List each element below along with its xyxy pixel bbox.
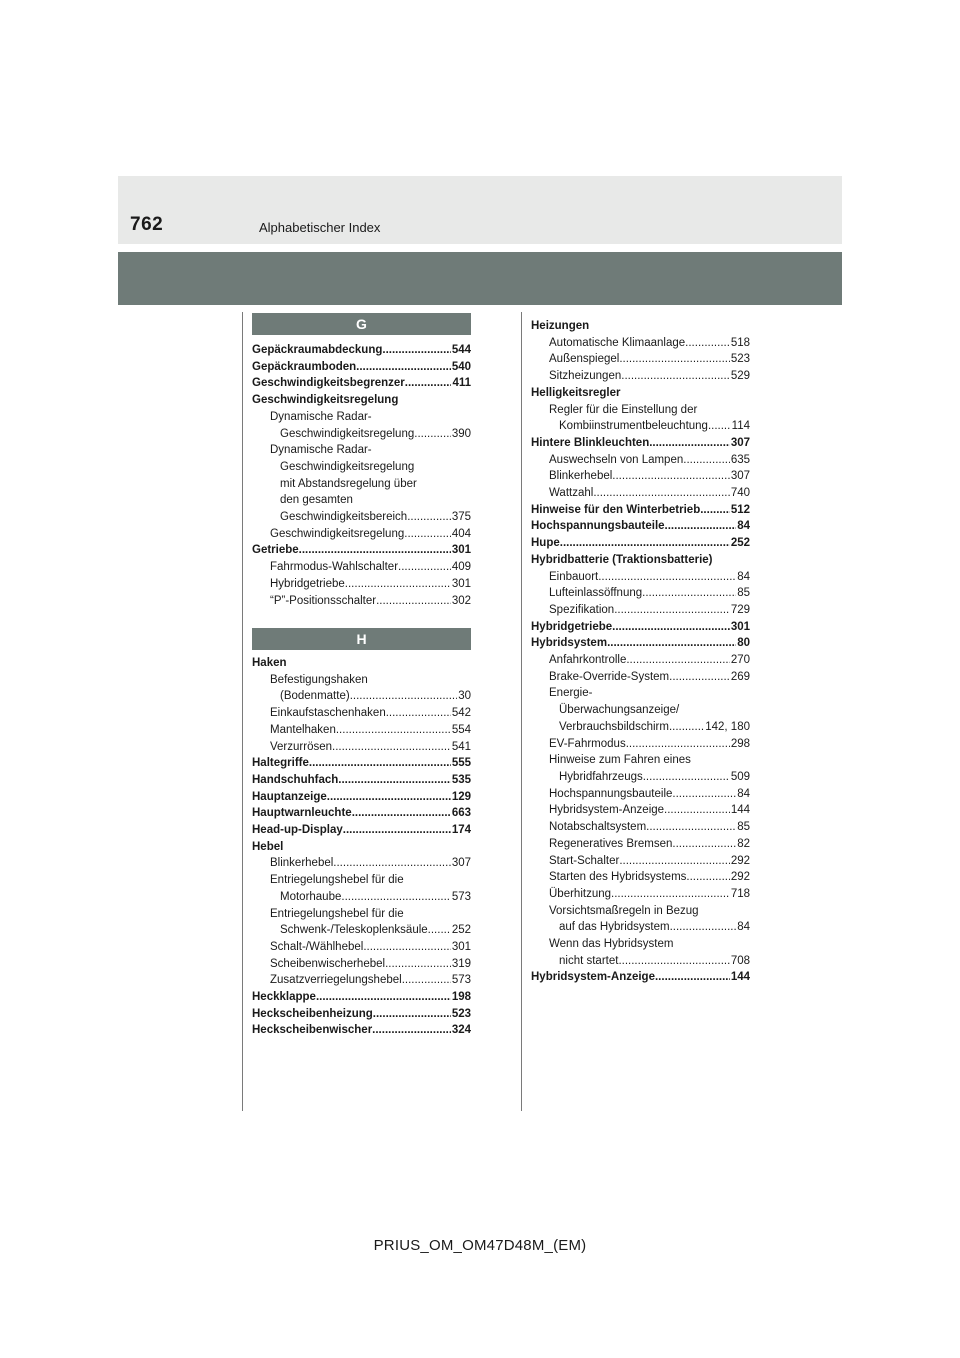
- dot-leader: [670, 919, 737, 936]
- index-entry: [531, 552, 750, 569]
- index-entry-term: Hochspannungsbauteile: [549, 787, 673, 800]
- index-entry-page: 542: [451, 707, 471, 720]
- index-entry-term: Hebel: [252, 840, 284, 853]
- index-entry: [252, 889, 471, 906]
- index-entry-term: Geschwindigkeitsregelung: [252, 394, 399, 407]
- dot-leader: [316, 989, 451, 1006]
- index-entry: [252, 855, 471, 872]
- index-entry-term: Überwachungsanzeige/: [559, 704, 680, 717]
- dot-leader: [560, 535, 730, 552]
- dot-leader: [428, 922, 451, 939]
- index-entry-page: 535: [451, 773, 471, 786]
- index-entry-term: Start-Schalter: [549, 854, 620, 867]
- index-entry: [252, 872, 471, 889]
- index-entry-term: Spezifikation: [549, 603, 615, 616]
- index-entry: [252, 805, 471, 822]
- dot-leader: [626, 652, 729, 669]
- index-entry: [252, 1022, 471, 1039]
- index-entry-term: Fahrmodus-Wahlschalter: [270, 561, 399, 574]
- index-entry-term: Lufteinlassöffnung: [549, 587, 643, 600]
- index-entry: [531, 786, 750, 803]
- index-entry-term: Haken: [252, 657, 287, 669]
- index-entry-term: Geschwindigkeitsregelung: [280, 460, 415, 473]
- index-entry-term: Hybridfahrzeugs: [559, 770, 643, 783]
- index-entry-term: Wenn das Hybridsystem: [549, 938, 674, 951]
- index-entry-page: 729: [730, 603, 750, 616]
- index-entry-term: Entriegelungshebel für die: [270, 907, 404, 920]
- dot-leader: [332, 739, 451, 756]
- index-entry-term: Befestigungshaken: [270, 673, 368, 686]
- index-entry: [252, 655, 471, 672]
- index-entry-page: 114: [731, 420, 750, 433]
- index-entry: [531, 702, 750, 719]
- entry-list-h-left: [252, 655, 471, 1039]
- dot-leader: [626, 736, 730, 753]
- dot-leader: [649, 435, 730, 452]
- section-header-h: H: [252, 628, 471, 650]
- column-divider-middle: [521, 312, 522, 1111]
- dot-leader: [414, 426, 451, 443]
- index-entry-page: 292: [730, 854, 750, 867]
- index-entry-page: 302: [451, 594, 471, 607]
- index-entry-page: 523: [451, 1007, 471, 1020]
- index-entry: [531, 736, 750, 753]
- index-entry-page: 252: [730, 537, 750, 550]
- index-entry-term: Energie-: [549, 687, 593, 700]
- index-entry-page: 411: [452, 377, 471, 390]
- index-entry-term: EV-Fahrmodus: [549, 737, 626, 750]
- index-entry: [252, 989, 471, 1006]
- dot-leader: [621, 368, 730, 385]
- dot-leader: [683, 452, 730, 469]
- index-entry: [252, 559, 471, 576]
- index-entry-term: Heizungen: [531, 320, 590, 332]
- index-entry-page: 554: [451, 723, 471, 736]
- index-entry: [531, 569, 750, 586]
- index-entry-term: Geschwindigkeitsbereich: [280, 511, 408, 524]
- index-entry: [252, 688, 471, 705]
- index-entry-page: 84: [737, 520, 750, 533]
- index-entry: [531, 652, 750, 669]
- index-entry-term: Sitzheizungen: [549, 370, 622, 383]
- index-entry: [252, 409, 471, 426]
- dot-leader: [309, 755, 451, 772]
- index-entry: [531, 819, 750, 836]
- index-entry-page: 301: [451, 577, 471, 590]
- index-entry: [252, 526, 471, 543]
- index-entry-page: 84: [737, 787, 750, 800]
- index-entry-page: 663: [451, 807, 471, 820]
- index-entry-term: “P”-Positionsschalter: [270, 594, 377, 607]
- dot-leader: [612, 468, 730, 485]
- index-entry-term: Hybridgetriebe: [531, 620, 613, 633]
- index-entry-page: 301: [451, 940, 471, 953]
- index-entry-page: 708: [730, 954, 750, 967]
- index-entry: [252, 392, 471, 409]
- page-title: Alphabetischer Index: [259, 220, 381, 235]
- index-entry-term: Motorhaube: [280, 890, 342, 903]
- document-id: PRIUS_OM_OM47D48M_(EM): [373, 1237, 587, 1254]
- index-entry: [531, 602, 750, 619]
- index-entry-term: Hauptanzeige: [252, 790, 327, 803]
- index-entry-page: 529: [730, 370, 750, 383]
- index-entry: [531, 452, 750, 469]
- dot-leader: [664, 802, 730, 819]
- index-entry-term: auf das Hybridsystem: [559, 921, 670, 934]
- index-entry: [252, 492, 471, 509]
- index-entry-term: Mantelhaken: [270, 723, 336, 736]
- index-entry-page: 307: [730, 436, 750, 449]
- dot-leader: [382, 342, 450, 359]
- index-entry-term: Überhitzung: [549, 887, 612, 900]
- index-entry: [252, 922, 471, 939]
- index-entry: [531, 468, 750, 485]
- index-entry-term: Verbrauchsbildschirm: [559, 720, 669, 733]
- index-entry: [252, 375, 471, 392]
- dot-leader: [407, 509, 451, 526]
- index-entry-page: 84: [737, 921, 750, 934]
- index-entry-term: den gesamten: [280, 494, 353, 507]
- index-entry: [531, 485, 750, 502]
- index-entry-term: Hinweise zum Fahren eines: [549, 754, 691, 767]
- dot-leader: [373, 1006, 451, 1023]
- chapter-band: [118, 252, 842, 305]
- index-entry-term: Einbauort: [549, 570, 599, 583]
- dot-leader: [619, 351, 729, 368]
- index-entry-page: 573: [451, 890, 471, 903]
- dot-leader: [343, 822, 451, 839]
- dot-leader: [398, 559, 451, 576]
- index-entry-page: 142, 180: [705, 720, 750, 733]
- index-entry: [531, 969, 750, 986]
- index-entry: [531, 535, 750, 552]
- index-entry-page: 301: [730, 620, 750, 633]
- dot-leader: [404, 526, 451, 543]
- index-entry-page: 544: [451, 344, 471, 356]
- index-entry: [252, 822, 471, 839]
- index-entry-term: Zusatzverriegelungshebel: [270, 974, 402, 987]
- index-entry-page: 390: [451, 427, 471, 440]
- index-entry-term: Handschuhfach: [252, 773, 339, 786]
- index-entry-term: Regeneratives Bremsen: [549, 837, 673, 850]
- index-entry-page: 129: [451, 790, 471, 803]
- index-entry: [252, 442, 471, 459]
- index-entry-term: Hybridsystem-Anzeige: [531, 971, 655, 984]
- dot-leader: [333, 855, 451, 872]
- index-entry-page: 541: [451, 740, 471, 753]
- index-entry-page: 269: [730, 670, 750, 683]
- index-entry-page: 252: [451, 924, 471, 937]
- index-entry: [531, 685, 750, 702]
- dot-leader: [665, 518, 737, 535]
- index-entry-page: 80: [737, 637, 750, 650]
- index-entry-term: Head-up-Display: [252, 824, 343, 837]
- index-entry-term: Hintere Blinkleuchten: [531, 436, 650, 449]
- dot-leader: [327, 789, 451, 806]
- dot-leader: [356, 359, 451, 376]
- dot-leader: [672, 836, 736, 853]
- entry-list-g: [252, 342, 471, 609]
- index-entry: [252, 739, 471, 756]
- index-entry: [252, 426, 471, 443]
- index-entry: [531, 518, 750, 535]
- dot-leader: [611, 886, 730, 903]
- index-entry-term: Hybridsystem: [531, 637, 608, 650]
- index-entry-page: 540: [451, 360, 471, 373]
- index-entry: [252, 789, 471, 806]
- index-entry-term: nicht startet: [559, 954, 619, 967]
- index-entry-term: Hochspannungsbauteile: [531, 520, 665, 533]
- index-entry-page: 30: [458, 690, 471, 703]
- index-entry: [252, 906, 471, 923]
- index-entry-term: Verzurrösen: [270, 740, 333, 753]
- index-entry-term: Anfahrkontrolle: [549, 654, 627, 667]
- index-entry-term: Gepäckraumboden: [252, 360, 357, 373]
- dot-leader: [405, 375, 452, 392]
- index-entry: [252, 672, 471, 689]
- index-entry: [531, 936, 750, 953]
- index-entry: [252, 956, 471, 973]
- index-entry: [531, 335, 750, 352]
- index-entry: [531, 853, 750, 870]
- index-entry: [252, 705, 471, 722]
- dot-leader: [598, 569, 736, 586]
- index-entry-term: Außenspiegel: [549, 353, 620, 366]
- index-entry-term: Hinweise für den Winterbetrieb: [531, 503, 701, 516]
- dot-leader: [363, 939, 450, 956]
- index-entry: [531, 802, 750, 819]
- index-entry-page: 512: [730, 503, 750, 516]
- index-entry-term: mit Abstandsregelung über: [280, 477, 417, 490]
- dot-leader: [642, 585, 736, 602]
- index-entry-term: Wattzahl: [549, 487, 594, 500]
- dot-leader: [669, 719, 704, 736]
- index-entry: [531, 619, 750, 636]
- index-entry-page: 740: [730, 487, 750, 500]
- dot-leader: [700, 502, 730, 519]
- index-entry: [252, 755, 471, 772]
- index-entry-page: 198: [451, 991, 471, 1004]
- index-entry: [531, 903, 750, 920]
- index-entry-term: Scheibenwischerhebel: [270, 957, 386, 970]
- index-entry: [252, 542, 471, 559]
- index-entry-page: 523: [730, 353, 750, 366]
- index-entry-page: 298: [730, 737, 750, 750]
- dot-leader: [376, 593, 451, 610]
- index-entry-term: Schalt-/Wählhebel: [270, 940, 364, 953]
- index-entry: [531, 418, 750, 435]
- index-entry-page: 404: [451, 527, 471, 540]
- dot-leader: [655, 969, 730, 986]
- index-entry: [252, 342, 471, 359]
- index-entry-term: Hybridbatterie (Traktionsbatterie): [531, 553, 713, 566]
- dot-leader: [643, 769, 730, 786]
- section-header-g: G: [252, 313, 471, 335]
- index-entry-page: 573: [451, 974, 471, 987]
- index-entry-term: Auswechseln von Lampen: [549, 453, 684, 466]
- index-entry-page: 409: [451, 561, 471, 574]
- dot-leader: [352, 805, 451, 822]
- index-entry-term: Blinkerhebel: [270, 857, 334, 870]
- index-entry-term: Heckklappe: [252, 991, 316, 1004]
- index-entry-page: 301: [451, 544, 471, 557]
- index-entry-term: Regler für die Einstellung der: [549, 403, 698, 416]
- index-entry-page: 85: [737, 587, 750, 600]
- dot-leader: [669, 669, 730, 686]
- index-entry-term: Hauptwarnleuchte: [252, 807, 352, 820]
- dot-leader: [646, 819, 736, 836]
- index-entry-term: (Bodenmatte): [280, 690, 350, 703]
- dot-leader: [618, 953, 729, 970]
- index-entry-term: Starten des Hybridsystems: [549, 871, 687, 884]
- index-entry-page: 307: [451, 857, 471, 870]
- dot-leader: [708, 418, 731, 435]
- index-entry-term: Notabschaltsystem: [549, 821, 647, 834]
- index-entry: [531, 351, 750, 368]
- index-entry-term: Hybridsystem-Anzeige: [549, 804, 665, 817]
- dot-leader: [614, 602, 730, 619]
- index-entry: [252, 459, 471, 476]
- dot-leader: [386, 705, 451, 722]
- index-entry: [531, 318, 750, 335]
- dot-leader: [345, 576, 451, 593]
- index-entry-term: Dynamische Radar-: [270, 444, 372, 457]
- index-entry-term: Hupe: [531, 537, 560, 550]
- index-entry-page: 144: [730, 971, 750, 984]
- index-entry: [531, 502, 750, 519]
- index-entry-page: 292: [730, 871, 750, 884]
- index-entry-term: Geschwindigkeitsbegrenzer: [252, 377, 405, 390]
- index-entry-term: Geschwindigkeitsregelung: [280, 427, 415, 440]
- index-entry: [252, 359, 471, 376]
- index-entry: [252, 722, 471, 739]
- index-entry-term: Dynamische Radar-: [270, 410, 372, 423]
- index-entry: [531, 402, 750, 419]
- index-entry: [252, 772, 471, 789]
- index-entry-term: Helligkeitsregler: [531, 386, 621, 399]
- index-entry: [252, 593, 471, 610]
- index-entry: [531, 836, 750, 853]
- dot-leader: [686, 869, 729, 886]
- index-entry-page: 174: [451, 824, 471, 837]
- index-entry: [252, 839, 471, 856]
- dot-leader: [593, 485, 730, 502]
- page-number: 762: [130, 214, 164, 235]
- dot-leader: [350, 688, 458, 705]
- index-entry: [531, 886, 750, 903]
- dot-leader: [338, 772, 451, 789]
- index-entry: [531, 669, 750, 686]
- index-entry: [252, 576, 471, 593]
- index-entry: [531, 385, 750, 402]
- index-entry-term: Brake-Override-System: [549, 670, 670, 683]
- index-entry-term: Heckscheibenheizung: [252, 1007, 373, 1020]
- index-entry-term: Getriebe: [252, 544, 299, 557]
- index-entry-term: Hybridgetriebe: [270, 577, 345, 590]
- dot-leader: [619, 853, 730, 870]
- index-entry-page: 319: [451, 957, 471, 970]
- index-entry: [252, 1006, 471, 1023]
- dot-leader: [685, 335, 730, 352]
- index-entry-page: 555: [451, 757, 471, 770]
- index-entry-page: 82: [737, 837, 750, 850]
- index-entry-term: Entriegelungshebel für die: [270, 874, 404, 887]
- index-entry-page: 85: [737, 821, 750, 834]
- index-entry-term: Vorsichtsmaßregeln in Bezug: [549, 904, 699, 917]
- dot-leader: [385, 956, 451, 973]
- index-entry: [531, 869, 750, 886]
- index-entry-term: Schwenk-/Teleskoplenksäule: [280, 924, 428, 937]
- index-entry-page: 509: [730, 770, 750, 783]
- dot-leader: [672, 786, 736, 803]
- index-entry: [531, 635, 750, 652]
- index-entry-page: 324: [451, 1024, 471, 1037]
- index-entry-page: 518: [730, 336, 750, 349]
- index-entry-term: Blinkerhebel: [549, 470, 613, 483]
- index-entry-term: Automatische Klimaanlage: [549, 336, 686, 349]
- header-band: [118, 176, 842, 244]
- index-entry-term: Einkaufstaschenhaken: [270, 707, 386, 720]
- dot-leader: [336, 722, 451, 739]
- index-entry: [252, 939, 471, 956]
- index-entry: [531, 919, 750, 936]
- index-entry-page: 270: [730, 654, 750, 667]
- index-entry-term: Heckscheibenwischer: [252, 1024, 373, 1037]
- index-entry: [531, 769, 750, 786]
- index-entry: [531, 752, 750, 769]
- entry-list-h-right: [531, 318, 750, 986]
- index-entry: [531, 719, 750, 736]
- index-entry-page: 144: [730, 804, 750, 817]
- column-divider-left: [242, 312, 243, 1111]
- dot-leader: [341, 889, 450, 906]
- index-entry: [252, 509, 471, 526]
- index-entry-term: Gepäckraumabdeckung: [252, 344, 383, 356]
- index-entry: [531, 368, 750, 385]
- index-entry: [252, 476, 471, 493]
- index-entry: [531, 435, 750, 452]
- dot-leader: [402, 972, 451, 989]
- index-entry: [531, 585, 750, 602]
- index-entry: [252, 972, 471, 989]
- dot-leader: [612, 619, 730, 636]
- index-entry-term: Haltegriffe: [252, 757, 309, 770]
- index-entry-term: Kombiinstrumentbeleuchtung: [559, 420, 708, 433]
- index-entry-page: 375: [451, 511, 471, 524]
- index-entry: [531, 953, 750, 970]
- dot-leader: [372, 1022, 451, 1039]
- dot-leader: [299, 542, 451, 559]
- index-entry-page: 307: [730, 470, 750, 483]
- index-entry-page: 84: [737, 570, 750, 583]
- index-entry-page: 635: [730, 453, 750, 466]
- dot-leader: [607, 635, 736, 652]
- index-entry-term: Geschwindigkeitsregelung: [270, 527, 405, 540]
- index-entry-page: 718: [730, 887, 750, 900]
